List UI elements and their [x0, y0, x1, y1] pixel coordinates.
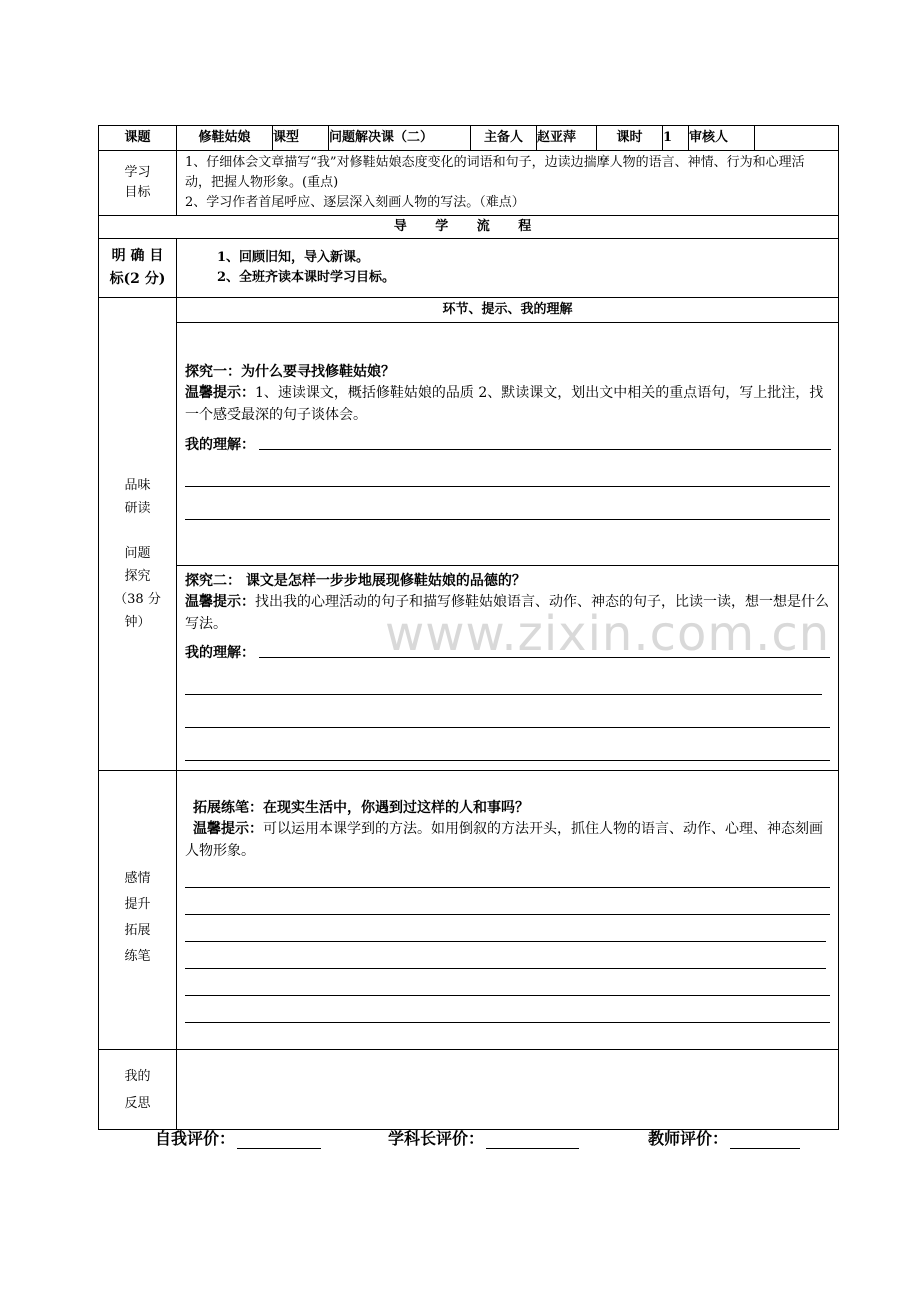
clarify-label-line1: 明 确 目: [111, 248, 164, 264]
objectives-label-line1: 学习: [124, 165, 151, 180]
topic-label: 课题: [99, 126, 177, 151]
explore-two-answer: [185, 643, 830, 663]
explore-one-answer-label[interactable]: 我的理解：: [185, 437, 255, 453]
explore-two-title: 探究二： 课文是怎样一步步地展现修鞋姑娘的品德的？: [185, 573, 526, 589]
head-eval-label: 学科长评价：: [388, 1129, 485, 1148]
flow-title: 导 学 流 程: [99, 216, 839, 239]
reflect-row: [99, 1050, 839, 1130]
answer-line[interactable]: [185, 519, 830, 520]
answer-line[interactable]: [185, 727, 830, 728]
extend-block: [177, 771, 839, 1050]
explore-one-block: [177, 323, 839, 566]
clarify-item-2: 2、全班齐读本课时学习目标。: [217, 270, 396, 285]
answer-line[interactable]: [185, 1022, 830, 1023]
clarify-label-line2: 标(2 分): [109, 271, 166, 287]
teacher-eval: [648, 1126, 800, 1149]
explore-two-inner: [185, 566, 830, 761]
explore-one-tip-label: 温馨提示：: [185, 385, 255, 401]
clarify-content: [177, 239, 839, 298]
explore-two-tip-text: 找出我的心理活动的句子和描写修鞋姑娘语言、动作、神态的句子，比读一读，想一想是什么写法。: [185, 594, 829, 632]
type-value: 问题解决课（二）: [329, 126, 471, 151]
watermark: www.zixin.com.cn: [385, 606, 831, 662]
preparer-value: 赵亚萍: [537, 126, 597, 151]
answer-line[interactable]: [185, 486, 830, 487]
section-header: 环节、提示、我的理解: [177, 298, 839, 323]
answer-line[interactable]: [185, 760, 830, 761]
answer-line[interactable]: [185, 941, 826, 942]
type-label: 课型: [273, 126, 329, 151]
answer-line[interactable]: [185, 694, 822, 695]
lesson-table: [98, 125, 839, 1130]
reflect-label-line1: 我的: [124, 1068, 151, 1084]
explore-one-answer: [185, 435, 831, 455]
extend-title: 拓展练笔：在现实生活中，你遇到过这样的人和事吗？: [193, 800, 529, 816]
reflect-label: [99, 1050, 177, 1130]
explore-one-inner: [185, 323, 830, 520]
header-row: [99, 126, 839, 151]
clarify-label: [99, 239, 177, 298]
explore-one-tip: [185, 382, 830, 426]
answer-line[interactable]: [185, 968, 826, 969]
answer-line[interactable]: [185, 887, 830, 888]
self-eval: [155, 1126, 321, 1149]
objectives-content: [177, 151, 839, 216]
extend-tip: [185, 818, 830, 862]
explore-label-line: 品味: [124, 478, 151, 493]
reflect-label-line2: 反思: [124, 1095, 151, 1111]
objectives-label-line2: 目标: [124, 185, 151, 200]
answer-line[interactable]: [259, 657, 830, 658]
teacher-eval-blank[interactable]: [730, 1132, 800, 1149]
self-eval-blank[interactable]: [237, 1132, 321, 1149]
extend-row: [99, 771, 839, 1050]
explore-two-tip: [185, 591, 830, 635]
explore-label-lines: [99, 434, 176, 634]
explore-label-line: （38 分: [114, 592, 161, 607]
explore-label: [99, 298, 177, 771]
teacher-eval-label: 教师评价：: [648, 1129, 729, 1148]
extend-tip-label: 温馨提示：: [193, 821, 263, 837]
extend-label-line: 拓展: [124, 922, 151, 938]
explore-label-line: 研读: [124, 501, 151, 516]
objectives-label: [99, 151, 177, 216]
objective-item-2: 2、学习作者首尾呼应、逐层深入刻画人物的写法。（难点）: [185, 195, 525, 210]
extend-inner: [185, 771, 830, 1023]
objectives-row: [99, 151, 839, 216]
explore-label-line: 探究: [124, 569, 151, 584]
explore-one-tip-text: 1、速读课文，概括修鞋姑娘的品质 2、默读课文，划出文中相关的重点语句，写上批注，找一个感受最深的句子谈体会。: [185, 385, 824, 423]
flow-title-row: [99, 216, 839, 239]
answer-line[interactable]: [185, 914, 830, 915]
extend-label-lines: [99, 851, 176, 970]
period-value: 1: [663, 126, 689, 151]
extend-label-line: 感情: [124, 870, 151, 886]
extend-label-line: 提升: [124, 896, 151, 912]
explore-one-row: [99, 323, 839, 566]
explore-one-title: 探究一：为什么要寻找修鞋姑娘？: [185, 364, 395, 380]
clarify-item-1: 1、回顾旧知，导入新课。: [217, 250, 370, 265]
explore-two-block: [177, 566, 839, 771]
reviewer-label: 审核人: [689, 126, 755, 151]
preparer-label: 主备人: [471, 126, 537, 151]
topic-value: 修鞋姑娘: [177, 126, 273, 151]
reflect-content[interactable]: [177, 1050, 839, 1130]
section-header-row: [99, 298, 839, 323]
extend-tip-text: 可以运用本课学到的方法。如用倒叙的方法开头，抓住人物的语言、动作、心理、神态刻画人物形象。: [185, 821, 823, 859]
explore-two-answer-label[interactable]: 我的理解：: [185, 645, 255, 661]
explore-label-line: 钟）: [124, 615, 151, 630]
self-eval-label: 自我评价：: [155, 1129, 236, 1148]
explore-two-tip-label: 温馨提示：: [185, 594, 255, 610]
period-label: 课时: [597, 126, 663, 151]
clarify-row: [99, 239, 839, 298]
explore-two-row: [99, 566, 839, 771]
extend-label-line: 练笔: [124, 948, 151, 964]
evaluation-footer: [0, 1126, 920, 1150]
explore-label-line: [99, 520, 176, 542]
reviewer-value: [755, 126, 839, 151]
extend-label: [99, 771, 177, 1050]
head-eval: [388, 1126, 579, 1149]
objective-item-1: 1、仔细体会文章描写“我”对修鞋姑娘态度变化的词语和句子，边读边揣摩人物的语言、神情、行为和心理活动，把握人物形象。(重点): [185, 155, 805, 190]
explore-label-line: 问题: [124, 546, 151, 561]
head-eval-blank[interactable]: [486, 1132, 579, 1149]
answer-line[interactable]: [185, 995, 830, 996]
answer-line[interactable]: [259, 449, 831, 450]
